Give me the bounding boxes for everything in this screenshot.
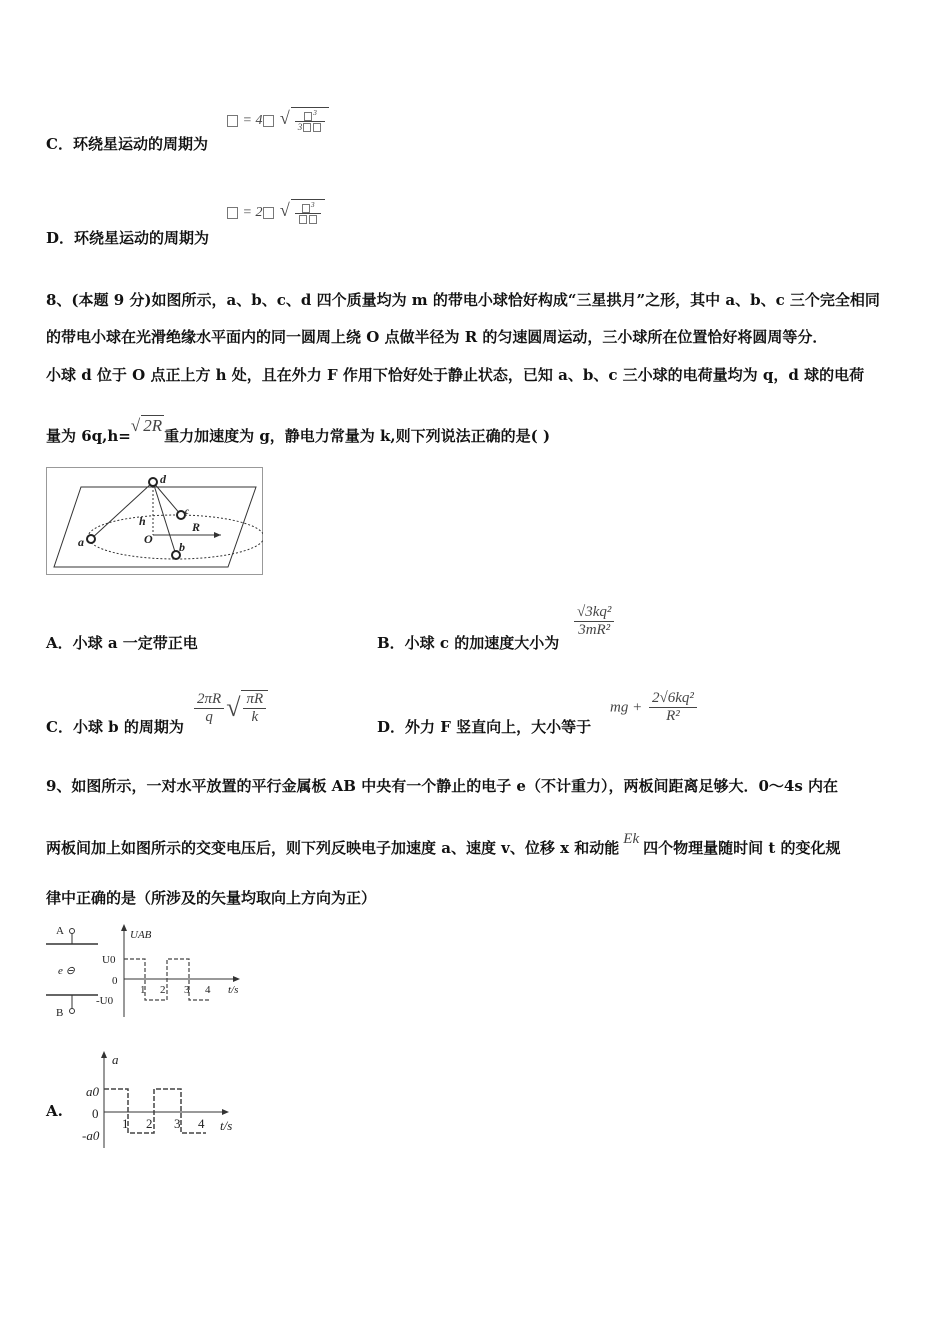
- ball-d: [149, 478, 157, 486]
- x-axis-arrow: [222, 1109, 229, 1115]
- q8-option-a: A．小球 a 一定带正电: [46, 634, 198, 652]
- tick-2: 2: [146, 1116, 153, 1131]
- tick-3: 3: [174, 1116, 181, 1131]
- q8-line-3: 小球 d 位于 O 点正上方 h 处，且在外力 F 作用下恰好处于静止状态，已知 a、b、c 三小球的电荷量均为 q，d 球的电荷: [46, 366, 865, 384]
- q9-voltage-figure: [46, 922, 251, 1022]
- y-axis-arrow: [101, 1051, 107, 1058]
- ball-a: [87, 535, 95, 543]
- q9-line-2: 两板间加上如图所示的交变电压后，则下列反映电子加速度 a、速度 v、位移 x 和动能 Ek 四个物理量随时间 t 的变化规: [46, 831, 841, 857]
- label-a-axis: a: [112, 1052, 119, 1067]
- ball-c: [177, 511, 185, 519]
- label-c: c: [185, 506, 189, 516]
- label-O: O: [144, 532, 153, 546]
- label-zero: 0: [112, 975, 118, 987]
- q8-line-4: 量为 6q,h=√ 2R重力加速度为 g，静电力常量为 k,则下列说法正确的是( ): [46, 416, 551, 445]
- label-uab: UAB: [130, 929, 152, 941]
- label-electron: e ⊖: [58, 965, 75, 977]
- q7-option-c: [46, 133, 208, 154]
- q8-option-c: C．小球 b 的周期为: [46, 718, 184, 736]
- q8-figure: [46, 467, 263, 575]
- tick-1: 1: [140, 984, 146, 996]
- q7-option-d: [46, 227, 209, 248]
- label-neg-u0: -U0: [96, 995, 114, 1007]
- label-plate-b: B: [56, 1007, 64, 1019]
- y-axis-arrow: [121, 924, 127, 931]
- label-t: t/s: [228, 984, 239, 996]
- x-axis-arrow: [233, 976, 240, 982]
- label-neg-a0: -a0: [82, 1128, 100, 1143]
- label-u0: U0: [102, 954, 116, 966]
- label-a0: a0: [86, 1084, 99, 1099]
- tick-4: 4: [205, 984, 211, 996]
- q8-option-c-formula: $\frac{2\pi R}{q}$ √ $\frac{\pi R}{k}$: [192, 690, 268, 726]
- q8-option-d: D．外力 F 竖直向上，大小等于: [377, 718, 592, 736]
- label-d: d: [160, 472, 166, 486]
- q8-line-2: 的带电小球在光滑绝缘水平面内的同一圆周上绕 O 点做半径为 R 的匀速圆周运动，三小球所在位置恰好将圆周等分．: [46, 328, 828, 346]
- tick-3: 3: [184, 984, 190, 996]
- q9-line-3: 律中正确的是（所涉及的矢量均取向上方向为正）: [46, 889, 377, 907]
- label-plate-a: A: [56, 925, 64, 937]
- label-R: R: [192, 520, 201, 534]
- label-a: a: [78, 535, 84, 549]
- acceleration-wave: [104, 1089, 206, 1133]
- q9-option-a-figure: [82, 1048, 242, 1153]
- label-h: h: [139, 514, 146, 528]
- q7-option-c-formula: = 4 √ $\frac{^3}{3}$: [226, 108, 329, 134]
- q9-line-1: 9、如图所示，一对水平放置的平行金属板 AB 中央有一个静止的电子 e（不计重力），两板间距离足够大．0～4s 内在: [46, 777, 839, 795]
- q7-option-d-formula: = 2 √ $^3$: [226, 200, 325, 226]
- tick-2: 2: [160, 984, 166, 996]
- q8-option-b: B．小球 c 的加速度大小为: [377, 634, 560, 652]
- q7-option-d-label: D．环绕星运动的周期为: [46, 229, 210, 247]
- q7-option-c-label: C．环绕星运动的周期为: [46, 135, 208, 153]
- q8-option-d-formula: mg + $\frac{\text{2√6kq²}}{\text{R²}}$: [610, 690, 699, 725]
- terminal-b: [70, 1009, 75, 1014]
- label-zero: 0: [92, 1106, 99, 1121]
- q8-line-1: 8、(本题 9 分)如图所示，a、b、c、d 四个质量均为 m 的带电小球恰好构成“三星拱月”之形，其中 a、b、c 三个完全相同: [46, 291, 880, 309]
- tick-1: 1: [122, 1116, 129, 1131]
- label-t: t/s: [220, 1118, 233, 1133]
- q9-option-a-label: A.: [46, 1102, 63, 1120]
- q8-option-b-formula: $\frac{\text{√3kq²}}{\text{3mR²}}$: [572, 604, 616, 639]
- label-b: b: [179, 540, 185, 554]
- tick-4: 4: [198, 1116, 205, 1131]
- terminal-a: [70, 929, 75, 934]
